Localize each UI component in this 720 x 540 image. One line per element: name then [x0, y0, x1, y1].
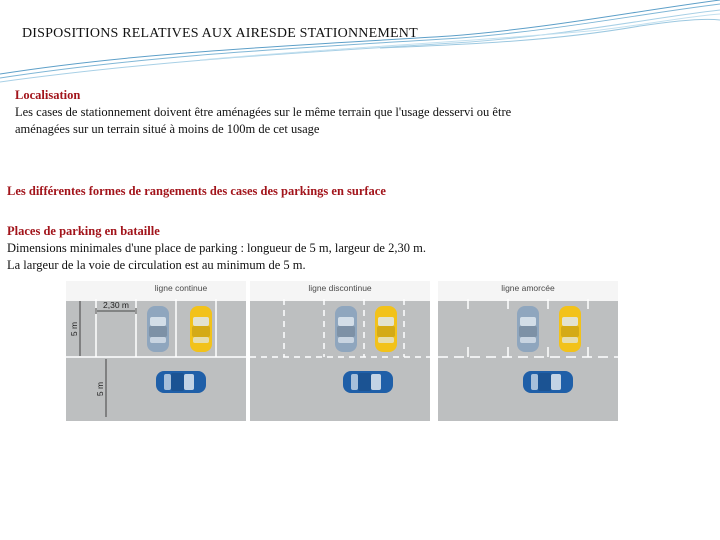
dim-length-label: 5 m	[69, 321, 79, 337]
car-grey-icon	[147, 306, 169, 352]
page-title: DISPOSITIONS RELATIVES AUX AIRESDE STATIONNEMENT	[22, 26, 418, 41]
bataille-text-line-1: Dimensions minimales d'une place de parking : longueur de 5 m, largeur de 2,30 m.	[7, 241, 426, 255]
panel-label-continue: ligne continue	[154, 283, 208, 293]
car-blue-icon	[343, 371, 393, 393]
panel-ligne-discontinue	[250, 281, 430, 421]
car-yellow-icon	[375, 306, 397, 352]
car-blue-icon	[156, 371, 206, 393]
localisation-section	[15, 87, 615, 138]
panel-ligne-amorcee	[438, 281, 618, 421]
bataille-section	[7, 223, 567, 274]
dim-lane-label: 5 m	[95, 381, 105, 397]
car-blue-icon	[523, 371, 573, 393]
car-yellow-icon	[559, 306, 581, 352]
header-wave-decoration	[0, 0, 720, 90]
car-yellow-icon	[190, 306, 212, 352]
bataille-heading: Places de parking en bataille	[7, 224, 160, 238]
dim-width-label: 2,30 m	[103, 300, 129, 310]
panel-label-amorcee: ligne amorcée	[501, 283, 555, 293]
panel-label-discontinue: ligne discontinue	[308, 283, 372, 293]
forms-section	[7, 183, 386, 200]
localisation-text-line-2: aménagées sur un terrain situé à moins de 100m de cet usage	[15, 122, 320, 136]
forms-heading: Les différentes formes de rangements des cases des parkings en surface	[7, 184, 386, 198]
localisation-heading: Localisation	[15, 88, 81, 102]
panel-ligne-continue	[66, 281, 246, 421]
bataille-text-line-2: La largeur de la voie de circulation est au minimum de 5 m.	[7, 258, 306, 272]
car-grey-icon	[335, 306, 357, 352]
localisation-text-line-1: Les cases de stationnement doivent être aménagées sur le même terrain que l'usage desservi ou être	[15, 105, 512, 119]
parking-diagram	[66, 281, 618, 421]
car-grey-icon	[517, 306, 539, 352]
